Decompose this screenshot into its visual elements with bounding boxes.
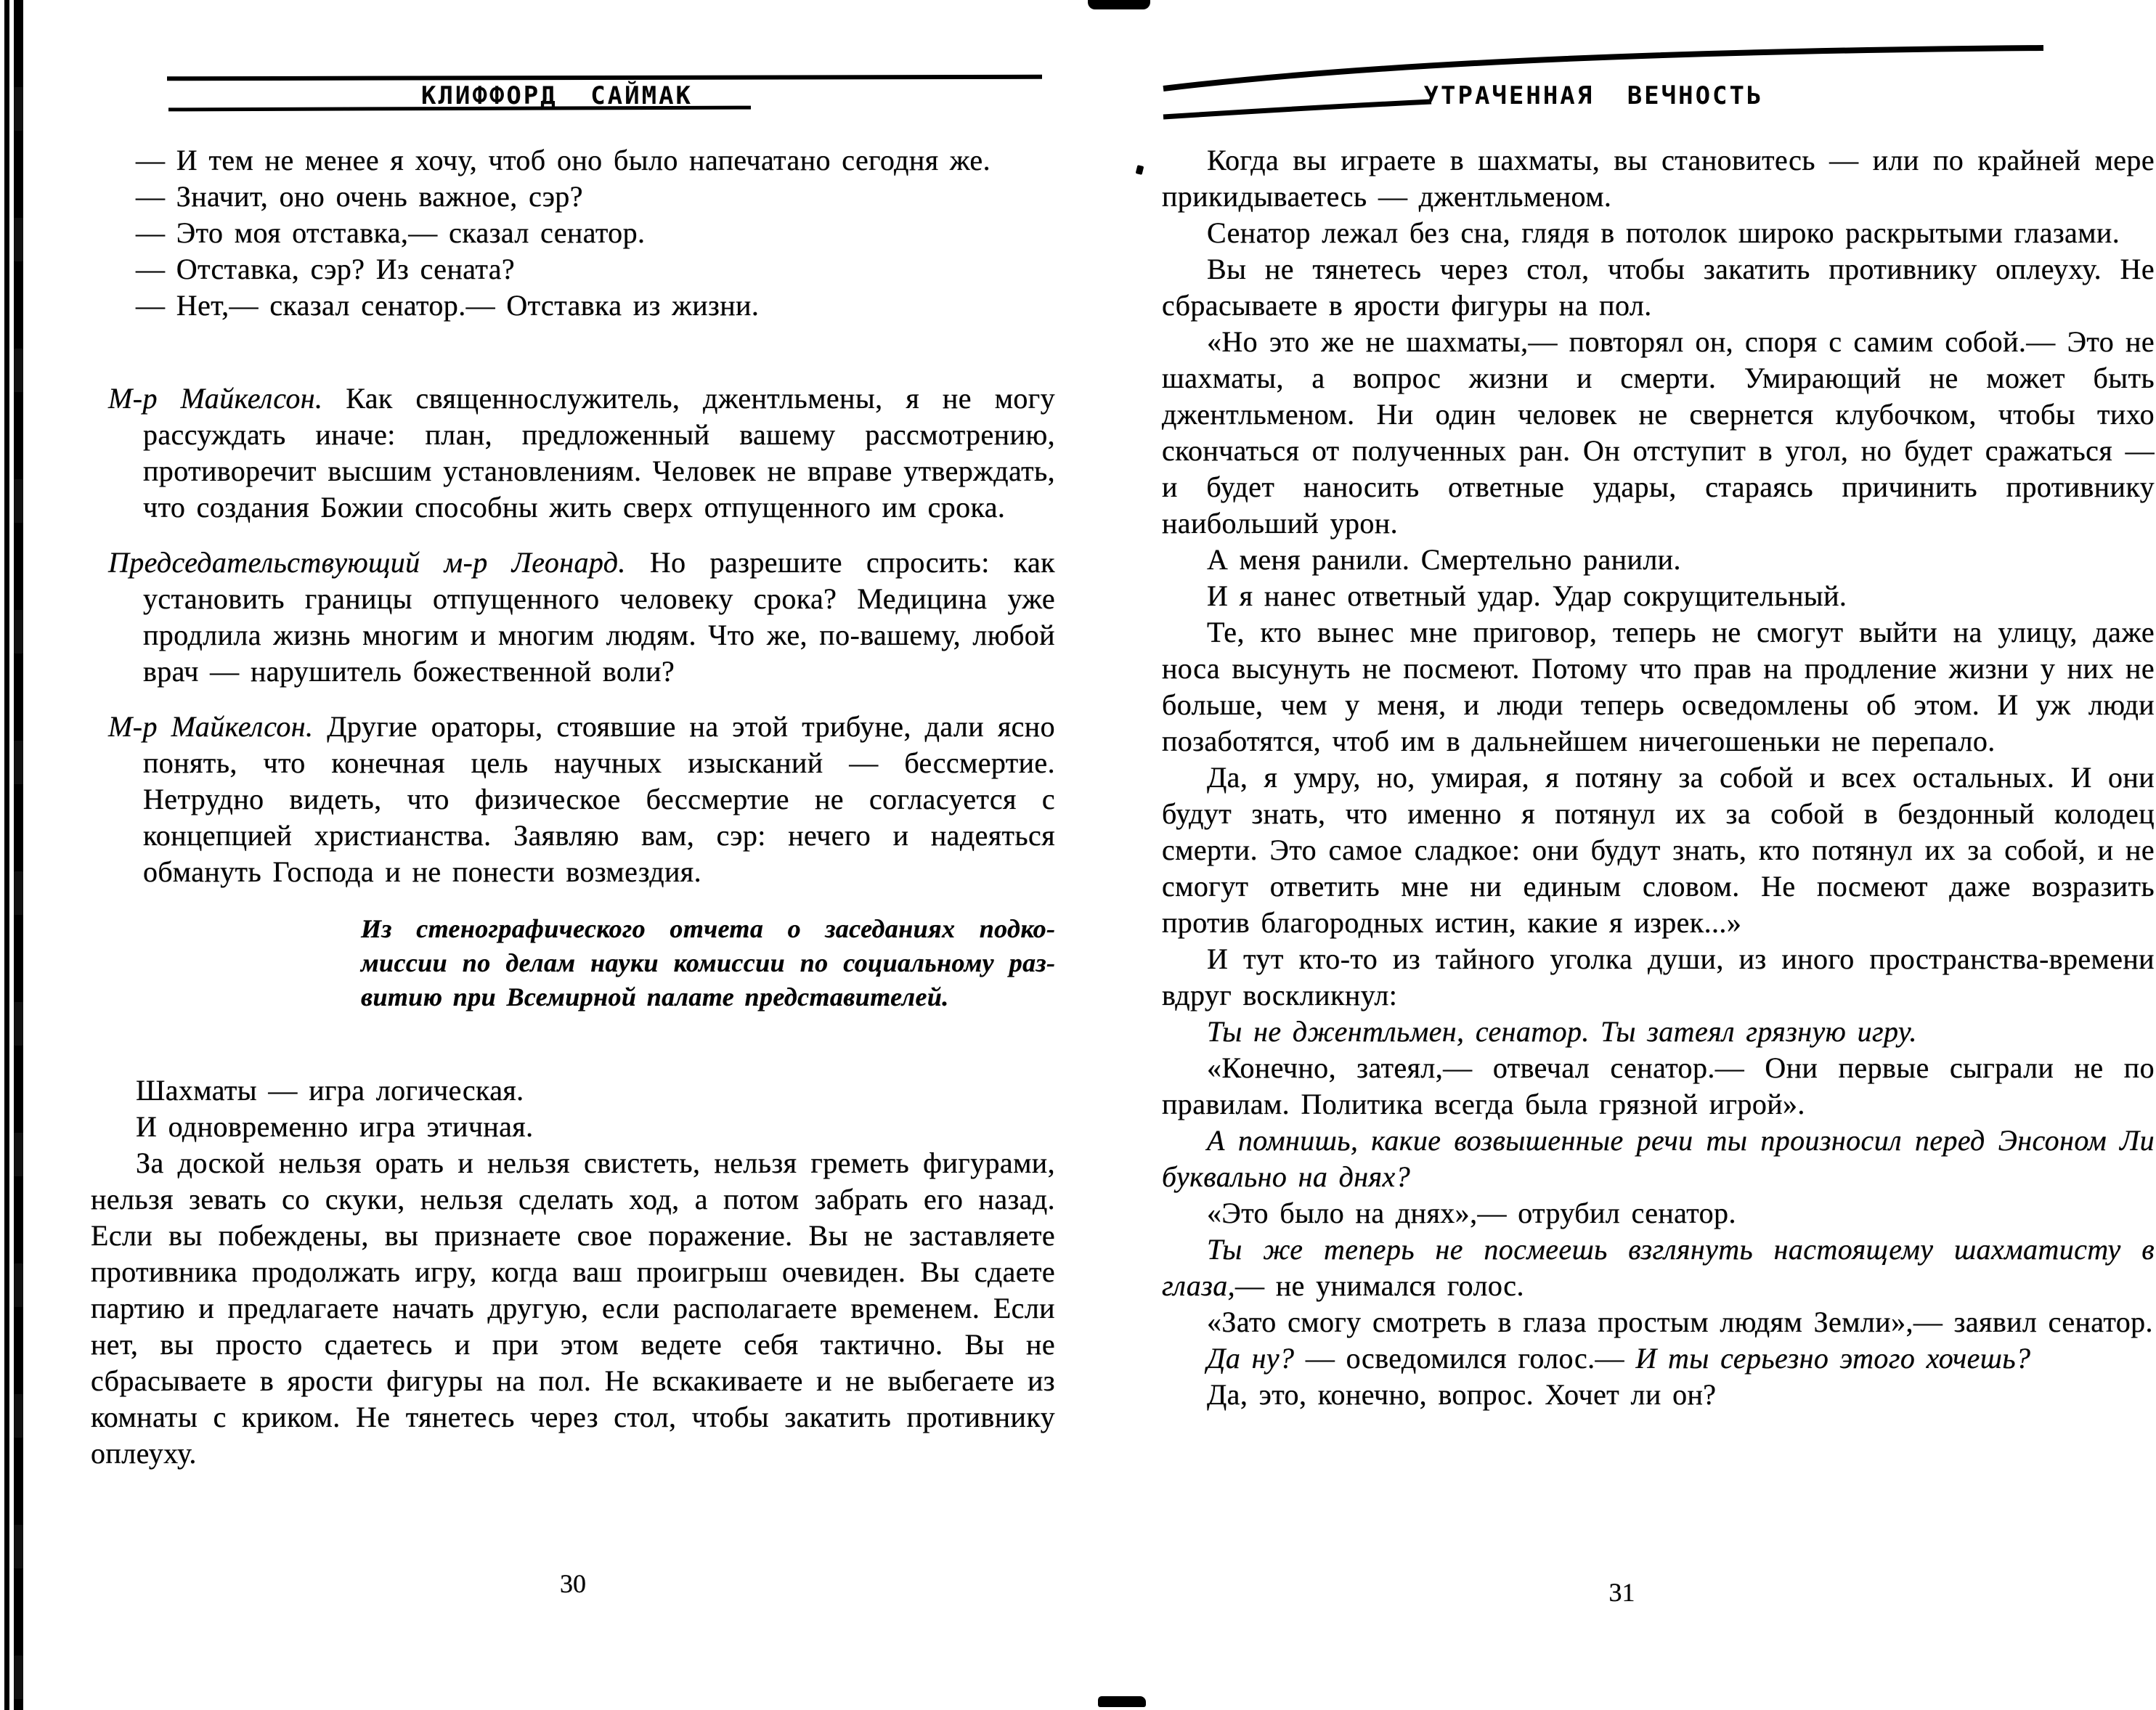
paragraph-segment: И я нанес ответный удар. Удар сокрущительный. xyxy=(1207,579,1847,612)
paragraph-segment: — Отставка, сэр? Из сената? xyxy=(136,253,516,285)
paragraph-segment: Да, это, конечно, вопрос. Хочет ли он? xyxy=(1207,1378,1717,1411)
paragraph-segment: Когда вы играете в шахматы, вы становитесь — или по крайней мере прикидываетесь — джентльменом. xyxy=(1162,144,2155,213)
paragraph xyxy=(1162,1014,2155,1050)
paragraph-segment: — Это моя отставка,— сказал сенатор. xyxy=(136,216,646,249)
paragraph xyxy=(91,251,1055,288)
paragraph xyxy=(91,288,1055,324)
paragraph xyxy=(1162,1231,2155,1304)
paragraph-segment: — Нет,— сказал сенатор.— Отставка из жизни. xyxy=(136,289,760,322)
paragraph xyxy=(1162,542,2155,578)
paragraph-segment-italic: М-р Майкелсон. xyxy=(108,382,323,415)
paragraph xyxy=(1162,1304,2155,1340)
paragraph-segment: — осведомился голос.— xyxy=(1294,1342,1636,1375)
paragraph xyxy=(1162,578,2155,614)
paragraph-segment: Вы не тянетесь через стол, чтобы закатить противнику оплеуху. Не сбрасываете в ярости фигуры на пол. xyxy=(1162,253,2155,322)
left-page-number: 30 xyxy=(560,1569,586,1598)
paragraph xyxy=(361,912,1055,1014)
paragraph-segment-italic: Председательствующий м-р Леонард. xyxy=(108,546,626,579)
paragraph-segment: — не унимался голос. xyxy=(1235,1269,1524,1302)
paragraph xyxy=(1162,941,2155,1014)
paragraph-segment: «Но это же не шахматы,— повторял он, споря с самим собой.— Это не шахматы, а вопрос жизни и смерти. Умирающий не может быть джентльменом. Ни один человек не свернется клубочком, чтобы тихо скончаться от полученных ран. Он отступит в угол, но будет сражаться — и будет наносить ответные удары, стараясь причинить противнику наибольший урон. xyxy=(1162,325,2155,540)
paragraph-segment: И тут кто-то из тайного уголка души, из иного пространства-времени вдруг воскликнул: xyxy=(1162,942,2155,1011)
scan-spine-artifact xyxy=(4,0,9,1710)
paragraph xyxy=(91,142,1055,179)
paragraph xyxy=(1162,251,2155,324)
paragraph xyxy=(1162,1340,2155,1377)
scan-ink-blob-bottom xyxy=(1098,1696,1146,1707)
paragraph xyxy=(1162,1123,2155,1195)
paragraph xyxy=(91,1109,1055,1145)
paragraph-segment-italic: И ты серьезно этого хочешь? xyxy=(1635,1342,2031,1375)
paragraph xyxy=(1162,1377,2155,1413)
paragraph-segment: А меня ранили. Смертельно ранили. xyxy=(1207,543,1681,576)
paragraph-segment: Шахматы — игра логическая. xyxy=(136,1074,524,1107)
paragraph xyxy=(91,545,1055,690)
left-header-rule xyxy=(167,75,1042,81)
scan-ink-blob-top xyxy=(1088,0,1150,9)
paragraph xyxy=(1162,760,2155,941)
scan-spine-artifact xyxy=(14,0,23,1710)
paragraph-segment: Как священнослужитель, джентльмены, я не могу рассуждать иначе: план, предложенный вашему рассмотрению, противоречит высшим установлениям. Человек не вправе утверждать, что создания Божии способны жить сверх отпущенного им срока. xyxy=(143,382,1056,524)
right-running-head-text: УТРАЧЕННАЯ ВЕЧНОСТЬ xyxy=(1423,81,1764,110)
left-page-text-column xyxy=(91,142,1055,1472)
right-page-text-column xyxy=(1162,142,2155,1413)
paragraph xyxy=(91,1072,1055,1109)
paragraph xyxy=(91,380,1055,526)
paragraph-segment-italic: Да ну? xyxy=(1207,1342,1295,1375)
paragraph-segment: Другие ораторы, стоявшие на этой трибуне, дали ясно понять, что конечная цель научных изысканий — бессмертие. Нетрудно видеть, что физическое бессмертие не согласуется с концепцией христианства. Заявляю вам, сэр: нечего и надеяться обмануть Господа и не понести возмездия. xyxy=(143,710,1056,888)
scan-ink-speck xyxy=(1136,165,1144,175)
paragraph-segment: Сенатор лежал без сна, глядя в потолок широко раскрытыми глазами. xyxy=(1207,216,2120,249)
paragraph-segment: Но разрешите спросить: как установить границы отпущенного человеку срока? Медицина уже продлила жизнь многим и многим людям. Что же, по-вашему, любой врач — нарушитель божественной воли? xyxy=(143,546,1055,688)
paragraph xyxy=(91,1145,1055,1472)
paragraph-segment-italic: А помнишь, какие возвышенные речи ты произносил перед Энсоном Ли буквально на днях? xyxy=(1162,1124,2155,1193)
paragraph-segment: — Значит, оно очень важное, сэр? xyxy=(136,180,583,213)
left-running-head-text: КЛИФФОРД САЙМАК xyxy=(420,81,693,110)
paragraph xyxy=(91,215,1055,251)
paragraph-segment: Те, кто вынес мне приговор, теперь не смогут выйти на улицу, даже носа высунуть не посмеют. Потому что прав на продление жизни у них не больше, чем у меня, и люди теперь осведомлены об этом. И уж люди позаботятся, чтоб им в дальнейшем ничегошеньки не перепало. xyxy=(1162,616,2155,757)
paragraph xyxy=(1162,324,2155,542)
paragraph xyxy=(91,709,1055,890)
right-page-number: 31 xyxy=(1608,1578,1635,1607)
left-running-head xyxy=(91,81,1057,110)
paragraph-segment: — И тем не менее я хочу, чтоб оно было напечатано сегодня же. xyxy=(136,144,990,176)
right-running-head xyxy=(1159,81,2156,110)
paragraph xyxy=(1162,142,2155,215)
paragraph-segment: За доской нельзя орать и нельзя свистеть, нельзя греметь фигурами, нельзя зевать со скуки, нельзя сделать ход, а потом забрать его назад. Если вы побеждены, вы признаете свое поражение. Вы не заставляете противника продолжать игру, когда ваш проигрыш очевиден. Вы сдаете партию и предлагаете начать другую, если располагаете временем. Если нет, вы просто сдаетесь и при этом ведете себя тактично. Вы не сбрасываете в ярости фигуры на пол. Не вскакиваете и не выбегаете из комнаты с криком. Не тянетесь через стол, чтобы закатить противнику оплеуху. xyxy=(91,1147,1055,1470)
paragraph-segment: «Конечно, затеял,— отвечал сенатор.— Они первые сыграли не по правилам. Политика всегда была грязной игрой». xyxy=(1162,1051,2155,1120)
paragraph xyxy=(91,179,1055,215)
paragraph xyxy=(1162,1050,2155,1123)
paragraph xyxy=(1162,1195,2155,1231)
paragraph-segment: Да, я умру, но, умирая, я потяну за собой и всех остальных. И они будут знать, что именно я потянул их за собой в бездонный колодец смерти. Это самое сладкое: они будут знать, кто потянул их за собой, и не смогут ответить мне ни единым словом. Не посмеют даже возразить против благородных истин, какие я изрек...» xyxy=(1162,761,2155,939)
paragraph-segment-italic: Ты же теперь не посмеешь взглянуть настоящему шахматисту в глаза, xyxy=(1162,1233,2155,1302)
paragraph-segment: «Это было на днях»,— отрубил сенатор. xyxy=(1207,1197,1736,1229)
paragraph-segment-italic: Из стенографического отчета о заседаниях подкомиссии по делам науки комиссии по социальному развитию при Всемирной палате представителей. xyxy=(361,914,1055,1011)
paragraph xyxy=(1162,215,2155,251)
paragraph-segment-italic: Ты не джентльмен, сенатор. Ты затеял грязную игру. xyxy=(1207,1015,1917,1048)
paragraph-segment: И одновременно игра этичная. xyxy=(136,1110,534,1143)
paragraph-segment: «Зато смогу смотреть в глаза простым людям Земли»,— заявил сенатор. xyxy=(1207,1306,2153,1338)
paragraph-segment-italic: М-р Майкелсон. xyxy=(108,710,314,743)
paragraph xyxy=(1162,614,2155,760)
